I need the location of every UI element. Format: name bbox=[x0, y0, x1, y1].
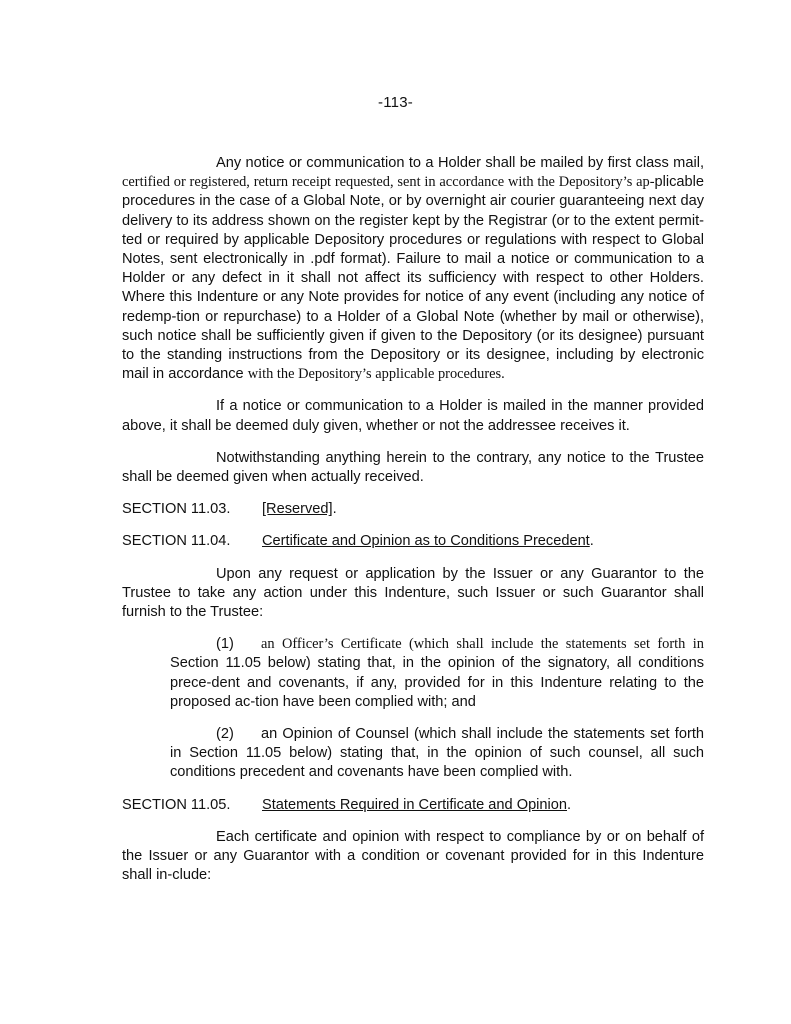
section-title-period: . bbox=[567, 796, 572, 813]
section-heading-11-05 bbox=[122, 796, 704, 815]
paragraph-text: plicable procedures in the case of a Global Note, or by overnight air courier guaranteeing next day delivery to its address shown on the register kept by the Registrar (or to the extent permit-ted or required by applicable Depository procedures or regulations with respect to Global Notes, sent electronically in .pdf format). Failure to mail a notice or communication to a Holder or any defect in it shall not affect its sufficiency with respect to other Holders. Where this Indenture or any Note provides for notice of any event (including any notice of redemp-tion or repurchase) to a Holder of a Global Note (whether by mail or otherwise), such notice shall be sufficiently given if given to the Depository (or its designee) pursuant to the standing instructions from the Depository or its designee, including by electronic mail in accordance bbox=[122, 174, 704, 383]
section-number: SECTION 11.04. bbox=[122, 533, 231, 550]
page-number: -113- bbox=[378, 94, 413, 111]
section-title: Certificate and Opinion as to Conditions Precedent bbox=[262, 533, 590, 550]
list-item-text-serif: an Officer’s Certificate (which shall include the statements set forth in bbox=[261, 636, 704, 653]
section-title-period: . bbox=[332, 501, 337, 518]
section-heading-11-03 bbox=[122, 500, 704, 519]
list-item-officers-certificate bbox=[170, 635, 704, 712]
paragraph-text: Any notice or communication to a Holder shall be mailed by first class mail, bbox=[216, 155, 704, 171]
paragraph-trustee-notice: Notwithstanding anything herein to the contrary, any notice to the Trustee shall be deemed given when actually received. bbox=[122, 449, 704, 486]
section-title: Statements Required in Certificate and Opinion bbox=[262, 796, 568, 813]
paragraph-statements-intro: Each certificate and opinion with respect to compliance by or on behalf of the Issuer or any Guarantor with a condition or covenant provided for in this Indenture shall in-clude: bbox=[122, 828, 704, 884]
paragraph-request-intro: Upon any request or application by the Issuer or any Guarantor to the Trustee to take any action under this Indenture, such Issuer or such Guarantor shall furnish to the Trustee: bbox=[122, 565, 704, 621]
section-number: SECTION 11.03. bbox=[122, 501, 231, 518]
list-item-opinion-of-counsel bbox=[170, 725, 704, 783]
paragraph-notice-to-holder bbox=[122, 154, 704, 384]
list-item-number: (1) bbox=[216, 636, 234, 653]
section-number: SECTION 11.05. bbox=[122, 796, 231, 813]
list-item-number: (2) bbox=[216, 726, 234, 743]
section-title-period: . bbox=[589, 533, 594, 550]
paragraph-text-serif: certified or registered, return receipt requested, sent in accordance with the Depository’s ap- bbox=[122, 174, 655, 191]
section-title: [Reserved] bbox=[262, 501, 333, 518]
paragraph-mailed-notice: If a notice or communication to a Holder is mailed in the manner provided above, it shall be deemed duly given, whether or not the addressee receives it. bbox=[122, 398, 704, 434]
section-heading-11-04 bbox=[122, 532, 704, 551]
list-item-text: Section 11.05 below) stating that, in the opinion of the signatory, all conditions prece-dent and covenants, if any, provided for in this Indenture relating to the proposed ac-tion have been complied with; and bbox=[170, 655, 704, 710]
list-item-text: an Opinion of Counsel (which shall include the statements set forth in Section 11.05 below) stating that, in the opinion of such counsel, all such conditions precedent and covenants have been complied with. bbox=[170, 726, 704, 781]
paragraph-text-serif: with the Depository’s applicable procedures. bbox=[247, 366, 505, 383]
document-body bbox=[122, 154, 704, 899]
